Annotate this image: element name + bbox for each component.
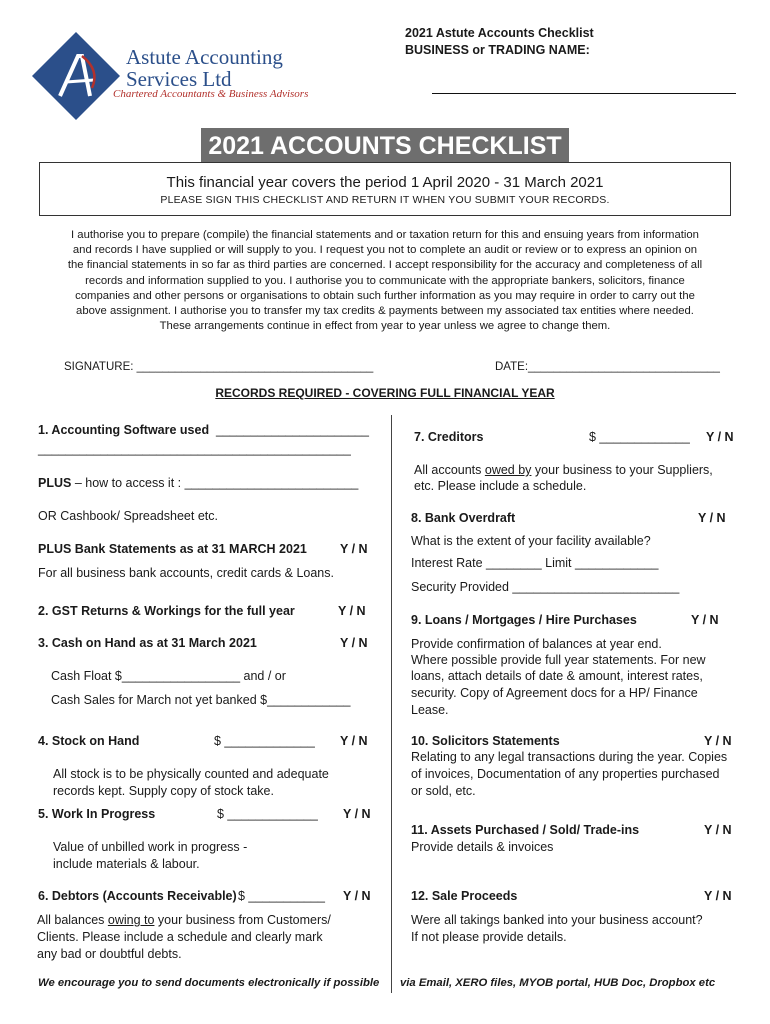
access-line[interactable]: [38, 476, 358, 490]
cash-float-field[interactable]: Cash Float $_________________ and / or: [51, 669, 286, 683]
item9-body-line: Provide confirmation of balances at year end.: [411, 637, 662, 651]
item2-title: 2. GST Returns & Workings for the full year: [38, 604, 295, 618]
page-title: 2021 ACCOUNTS CHECKLIST: [201, 128, 569, 162]
item6-body-line: any bad or doubtful debts.: [37, 947, 182, 961]
software-field-line2[interactable]: _____________________________________________: [38, 442, 351, 456]
bank-statements-body: For all business bank accounts, credit cards & Loans.: [38, 566, 334, 580]
item12-title: 12. Sale Proceeds: [411, 889, 518, 903]
document-header: [405, 25, 594, 59]
logo-mark: [30, 30, 122, 122]
auth-line: records and information supplied to you. I authorise you to communicate with the appropriate bankers, solicitors, finance: [85, 274, 685, 287]
logo-name: [126, 46, 283, 90]
item1-title: 1. Accounting Software used: [38, 423, 210, 437]
item8-title: 8. Bank Overdraft: [411, 511, 516, 525]
software-field[interactable]: ______________________: [216, 423, 369, 437]
item5-amount-field[interactable]: $ _____________: [217, 807, 318, 821]
item6-title: 6. Debtors (Accounts Receivable): [38, 889, 237, 903]
item5-yn[interactable]: Y / N: [343, 807, 371, 821]
item4-yn[interactable]: Y / N: [340, 734, 368, 748]
item11-body: Provide details & invoices: [411, 840, 554, 854]
item12-body-line: If not please provide details.: [411, 930, 567, 944]
records-heading-text: RECORDS REQUIRED - COVERING FULL FINANCIAL YEAR: [215, 386, 555, 400]
bank-statements-title: PLUS Bank Statements as at 31 MARCH 2021: [38, 542, 307, 556]
item9-body-line: Lease.: [411, 703, 449, 717]
item8-rate-limit-field[interactable]: Interest Rate ________ Limit ____________: [411, 556, 659, 570]
item10-body-line: Relating to any legal transactions during the year. Copies: [411, 750, 728, 764]
logo-tagline: Chartered Accountants & Business Advisors: [113, 88, 309, 100]
signature-field[interactable]: SIGNATURE: _____________________________________: [64, 361, 374, 373]
item2-yn[interactable]: Y / N: [338, 604, 366, 618]
cash-sales-field[interactable]: Cash Sales for March not yet banked $____________: [51, 693, 351, 707]
auth-line: companies and other persons or organisations to obtain such further information as you may require in order to carry out the: [75, 289, 695, 302]
logo-name-line2: Services Ltd: [126, 67, 232, 91]
authorisation-text: [40, 228, 730, 334]
item11-title: 11. Assets Purchased / Sold/ Trade-ins: [411, 823, 640, 837]
item7-title: 7. Creditors: [414, 430, 484, 444]
item9-body-line: security. Copy of Agreement docs for a HP/ Finance: [411, 686, 698, 700]
auth-line: and records I have supplied or will supply to you. I request you not to complete an audit or review or to express an opinion on: [72, 244, 698, 257]
item6-amount-field[interactable]: $ ___________: [238, 889, 325, 903]
date-field[interactable]: DATE:______________________________: [495, 361, 720, 373]
item8-security-field[interactable]: Security Provided ________________________: [411, 580, 680, 594]
item6-body-line: Clients. Please include a schedule and clearly mark: [37, 930, 323, 944]
auth-line: the financial statements in so far as third parties are concerned. I accept responsibility for the accuracy and completeness of all: [67, 259, 703, 272]
item10-title: 10. Solicitors Statements: [411, 734, 560, 748]
item3-title: 3. Cash on Hand as at 31 March 2021: [38, 636, 257, 650]
logo-name-line1: Astute Accounting: [126, 45, 283, 69]
footer-right: via Email, XERO files, MYOB portal, HUB Doc, Dropbox etc: [400, 977, 716, 989]
item8-yn[interactable]: Y / N: [698, 511, 726, 525]
item7-body-text: your business to your Suppliers,: [531, 463, 713, 477]
item7-amount-field[interactable]: $ _____________: [589, 430, 690, 444]
period-box: [39, 162, 731, 216]
item5-title: 5. Work In Progress: [38, 807, 156, 821]
logo-diamond-icon: [30, 30, 122, 122]
item10-body-line: of invoices, Documentation of any properties purchased: [411, 767, 720, 781]
item6-yn[interactable]: Y / N: [343, 889, 371, 903]
item10-body-line: or sold, etc.: [411, 784, 476, 798]
auth-line: I authorise you to prepare (compile) the financial statements and or taxation return for this and ensuing years from information: [71, 229, 699, 241]
business-name-field[interactable]: [432, 92, 736, 94]
footer-left: We encourage you to send documents electronically if possible: [38, 977, 380, 989]
item4-body-line: records kept. Supply copy of stock take.: [53, 784, 274, 798]
column-divider: [391, 415, 392, 993]
item6-body-line: [37, 913, 331, 927]
sign-instruction: PLEASE SIGN THIS CHECKLIST AND RETURN IT WHEN YOU SUBMIT YOUR RECORDS.: [160, 194, 610, 206]
item4-body-line: All stock is to be physically counted and adequate: [53, 767, 329, 781]
item11-yn[interactable]: Y / N: [704, 823, 732, 837]
item9-body-line: Where possible provide full year statements. For new: [411, 653, 706, 667]
item7-body-line: etc. Please include a schedule.: [414, 479, 587, 493]
item10-yn[interactable]: Y / N: [704, 734, 732, 748]
item9-title: 9. Loans / Mortgages / Hire Purchases: [411, 613, 637, 627]
item7-yn[interactable]: Y / N: [706, 430, 734, 444]
item12-body-line: Were all takings banked into your business account?: [411, 913, 703, 927]
item7-body-underline: owed by: [484, 463, 532, 477]
item8-body-line: What is the extent of your facility available?: [411, 534, 651, 548]
header-line1: 2021 Astute Accounts Checklist: [405, 26, 594, 40]
access-text: – how to access it : _________________________: [71, 476, 359, 490]
auth-line: These arrangements continue in effect from year to year unless we agree to change them.: [159, 320, 611, 333]
item4-title: 4. Stock on Hand: [38, 734, 140, 748]
item6-body-text: your business from Customers/: [154, 913, 331, 927]
bank-statements-yn[interactable]: Y / N: [340, 542, 368, 556]
item3-yn[interactable]: Y / N: [340, 636, 368, 650]
item5-body-line: include materials & labour.: [53, 857, 200, 871]
item5-body-line: Value of unbilled work in progress -: [53, 840, 248, 854]
item7-body-text: All accounts: [414, 463, 485, 477]
auth-line: above assignment. I authorise you to transfer my tax credits & payments between my associated tax entities where needed.: [76, 305, 694, 318]
records-heading: [0, 386, 770, 400]
item12-yn[interactable]: Y / N: [704, 889, 732, 903]
item9-yn[interactable]: Y / N: [691, 613, 719, 627]
item4-amount-field[interactable]: $ _____________: [214, 734, 315, 748]
item7-body-line: [414, 463, 713, 477]
item6-body-text: All balances: [37, 913, 108, 927]
header-line2: BUSINESS or TRADING NAME:: [405, 43, 590, 57]
item6-body-underline: owing to: [107, 913, 155, 927]
access-plus: PLUS: [38, 476, 72, 490]
period-text: This financial year covers the period 1 April 2020 - 31 March 2021: [166, 174, 604, 191]
item9-body-line: loans, attach details of date & amount, interest rates,: [411, 669, 703, 683]
cashbook-text: OR Cashbook/ Spreadsheet etc.: [38, 509, 218, 523]
